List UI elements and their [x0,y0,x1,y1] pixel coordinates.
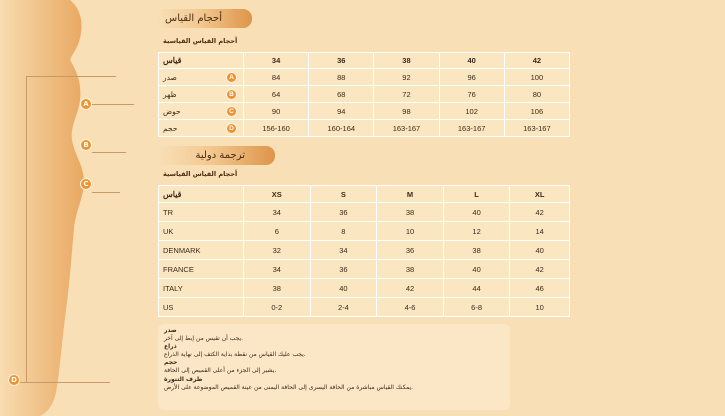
table-cell: 100 [504,69,569,86]
size-table-header [159,53,570,69]
table-cell: 36 [310,203,377,222]
table-cell: 12 [443,222,510,241]
table-cell: 76 [439,86,504,103]
size-col-header: 40 [439,53,504,69]
table-cell: 64 [244,86,309,103]
table-cell: 32 [244,241,311,260]
table-cell: 6-8 [443,298,510,317]
note-heading: ذراع [164,343,177,351]
table-row [159,298,570,317]
table-cell: 40 [510,241,570,260]
note-text: يجب أن تقيس من إبط إلى آخر. [164,335,244,343]
size-table-caption: أحجام القياس القياسية [163,37,238,45]
table-cell: 34 [244,260,311,279]
chest-line [92,104,134,105]
table-cell: 96 [439,69,504,86]
table-row [159,279,570,298]
table-cell: 42 [510,260,570,279]
table-cell: 38 [443,241,510,260]
table-cell: 68 [309,86,374,103]
size-col-header: 34 [244,53,309,69]
table-cell: 36 [377,241,444,260]
row-label: ITALY [159,279,244,298]
row-label: US [159,298,244,317]
note-text: يشير إلى الجزء من أعلى القميص إلى الحافة. [164,367,277,375]
table-cell: 160-164 [309,120,374,137]
note-heading: طرف التنورة [164,375,203,383]
table-cell: 38 [377,260,444,279]
row-marker: B [226,89,237,100]
table-row [159,241,570,260]
size-col-header: 42 [504,53,569,69]
row-marker: A [226,72,237,83]
table-cell: 2-4 [310,298,377,317]
table-cell: 98 [374,103,439,120]
figure-marker-b: B [80,139,92,151]
table-cell: 40 [310,279,377,298]
measurement-notes [158,324,510,410]
size-table [158,52,570,137]
size-header-label: قياس [159,53,244,69]
table-cell: 46 [510,279,570,298]
row-label-cell [159,69,244,86]
size-col-header: 38 [374,53,439,69]
table-cell: 0-2 [244,298,311,317]
height-top-line [26,76,116,77]
table-row [159,203,570,222]
size-row-height [159,120,570,137]
note-text: يجب عليك القياس من نقطة بداية الكتف إلى نهاية الذراع. [164,351,306,359]
table-cell: 88 [309,69,374,86]
table-cell: 44 [443,279,510,298]
note-text: يمكنك القياس مباشرة من الحافة اليسرى إلى الحافة اليمنى من عينة القميص الموضوعة على الأرض. [164,383,414,391]
table-cell: 84 [244,69,309,86]
table-cell: 38 [377,203,444,222]
size-col-header: XL [510,186,570,203]
size-col-header: M [377,186,444,203]
row-label: DENMARK [159,241,244,260]
table-cell: 38 [244,279,311,298]
row-label-cell [159,120,244,137]
note-heading: حجم [164,359,178,367]
size-col-header: 36 [309,53,374,69]
table-cell: 6 [244,222,311,241]
size-row-chest [159,69,570,86]
table-cell: 163-167 [374,120,439,137]
table-cell: 42 [510,203,570,222]
international-table-header [159,186,570,203]
row-label-cell [159,86,244,103]
table-cell: 42 [377,279,444,298]
table-cell: 36 [310,260,377,279]
table-cell: 156-160 [244,120,309,137]
row-marker: D [226,123,237,134]
table-cell: 40 [443,260,510,279]
table-cell: 106 [504,103,569,120]
table-row [159,222,570,241]
row-label: حوض [163,106,181,116]
height-bottom-line [20,382,110,383]
table-cell: 8 [310,222,377,241]
table-cell: 14 [510,222,570,241]
table-cell: 94 [309,103,374,120]
row-label: FRANCE [159,260,244,279]
figure-marker-a: A [80,98,92,110]
row-label: صدر [163,72,177,82]
size-col-header: L [443,186,510,203]
table-cell: 163-167 [439,120,504,137]
international-table-caption: أحجام القياس القياسية [163,170,238,178]
table-cell: 92 [374,69,439,86]
row-label: ظهر [163,89,177,99]
waist-line [92,152,126,153]
table-cell: 10 [377,222,444,241]
table-cell: 10 [510,298,570,317]
table-cell: 40 [443,203,510,222]
height-line [26,76,27,382]
row-label: حجم [163,123,178,133]
size-row-back [159,86,570,103]
hip-line [92,192,120,193]
figure-marker-c: C [80,178,92,190]
table-cell: 72 [374,86,439,103]
figure-marker-d: D [8,374,20,386]
row-label: UK [159,222,244,241]
table-cell: 102 [439,103,504,120]
note-heading: صدر [164,327,177,334]
table-cell: 34 [310,241,377,260]
size-col-header: XS [244,186,311,203]
international-section-title: ترجمة دولية [158,146,275,165]
row-label: TR [159,203,244,222]
table-cell: 163-167 [504,120,569,137]
row-label-cell [159,103,244,120]
body-silhouette [0,0,150,416]
table-cell: 34 [244,203,311,222]
size-section-title: أحجام القياس [158,9,252,28]
row-marker: C [226,106,237,117]
size-col-header: S [310,186,377,203]
international-header-label: قياس [159,186,244,203]
table-cell: 4-6 [377,298,444,317]
table-cell: 90 [244,103,309,120]
table-row [159,260,570,279]
table-cell: 80 [504,86,569,103]
international-table [158,185,570,317]
size-row-hip [159,103,570,120]
